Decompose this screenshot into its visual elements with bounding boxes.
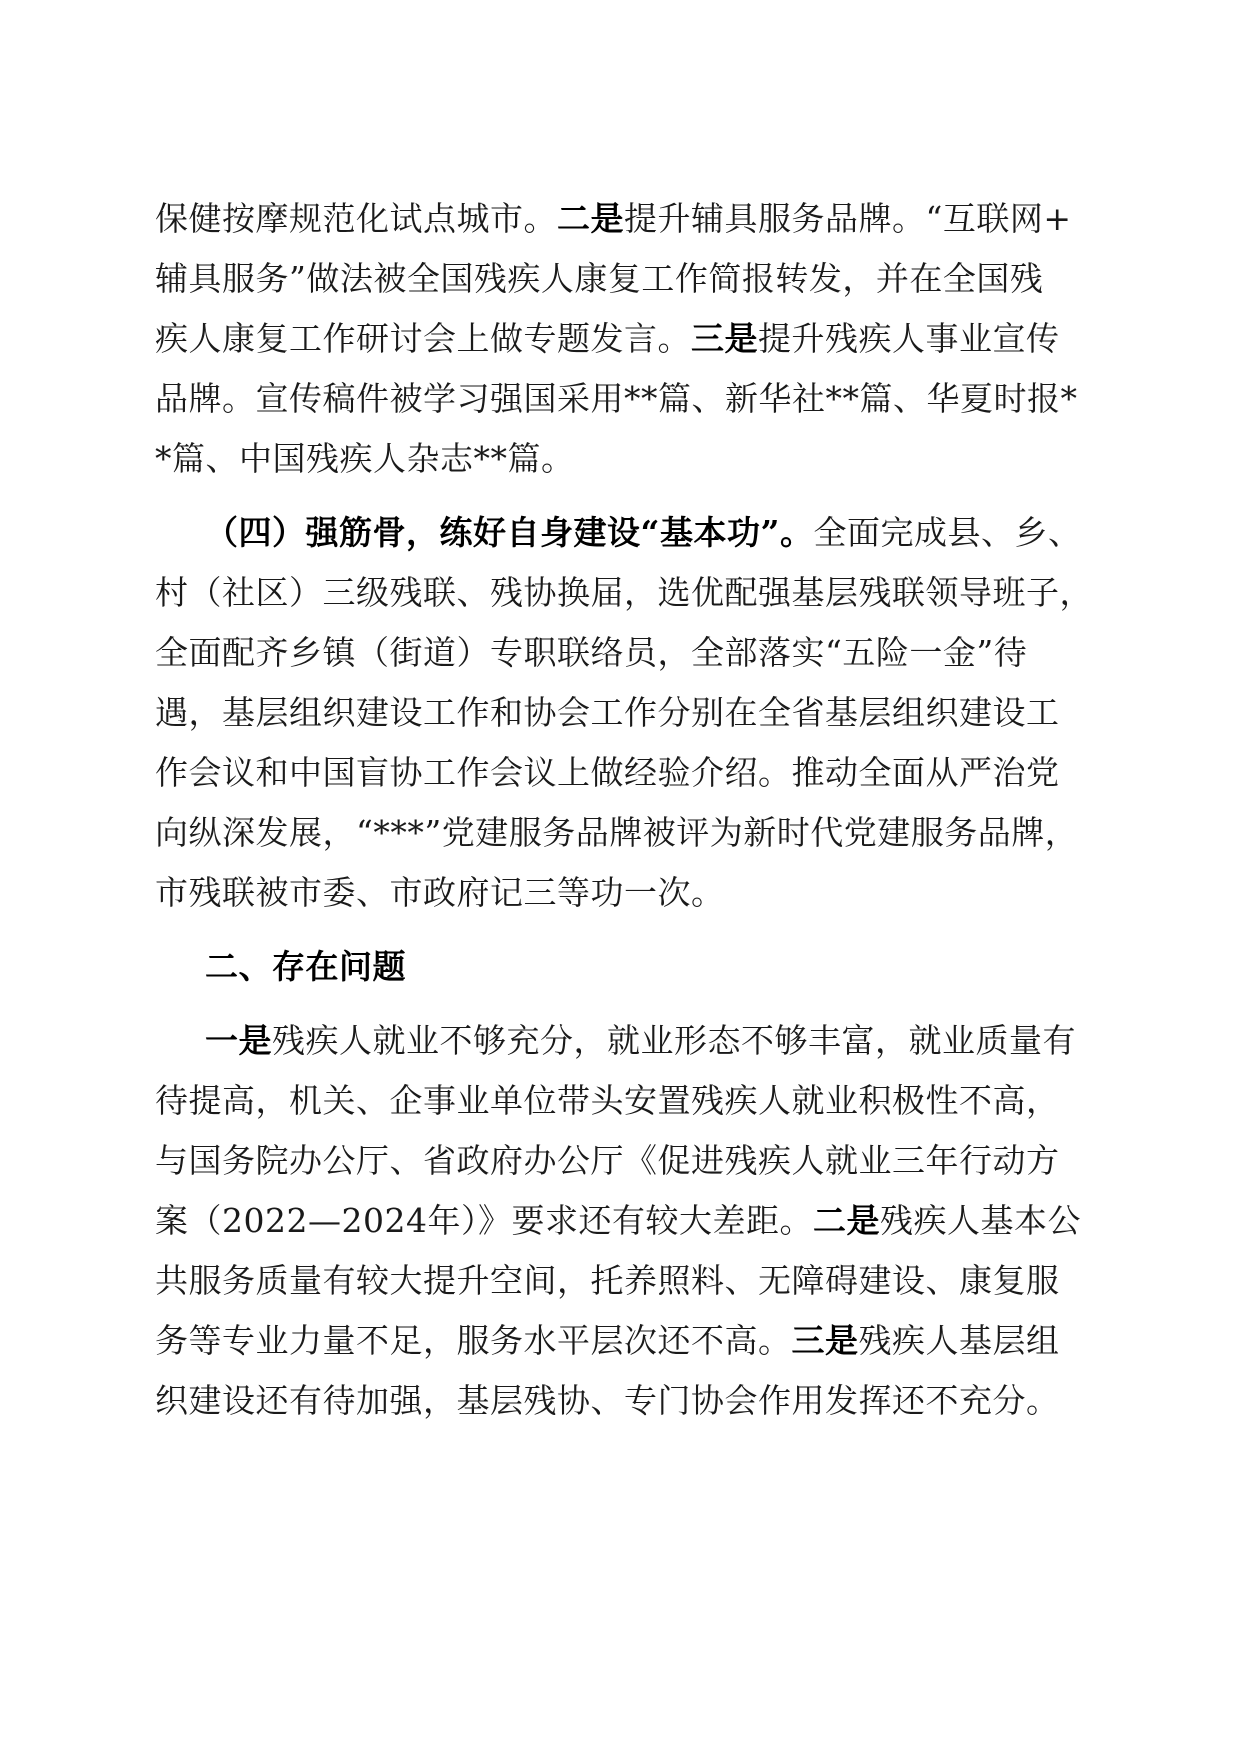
text-span: 织建设还有待加强，基层残协、专门协会作用发挥还不充分。 xyxy=(155,1381,1060,1420)
section-heading xyxy=(205,944,406,990)
bold-marker: 三是 xyxy=(691,319,758,358)
heading-text: 二、存在问题 xyxy=(205,947,406,986)
paragraph-line xyxy=(155,436,575,482)
paragraph-line xyxy=(155,1378,1060,1424)
text-span: 向纵深发展，“***”党建服务品牌被评为新时代党建服务品牌， xyxy=(155,813,1079,852)
paragraph-line xyxy=(205,1018,1076,1064)
paragraph-line xyxy=(155,1258,1060,1304)
text-span: 务等专业力量不足，服务水平层次还不高。 xyxy=(155,1321,792,1360)
text-span: 共服务质量有较大提升空间，托养照料、无障碍建设、康复服 xyxy=(155,1261,1060,1300)
paragraph-line xyxy=(155,316,1060,362)
paragraph-line xyxy=(205,510,1081,556)
section-heading: （四）强筋骨，练好自身建设“基本功”。 xyxy=(205,513,814,552)
paragraph-line xyxy=(155,1078,1060,1124)
text-span: 残疾人就业不够充分，就业形态不够丰富，就业质量有 xyxy=(272,1021,1076,1060)
text-span: 提升辅具服务品牌。“互联网+ xyxy=(624,199,1072,238)
paragraph-line xyxy=(155,870,725,916)
paragraph-line xyxy=(155,1138,1060,1184)
paragraph-line xyxy=(155,630,1027,676)
paragraph-line xyxy=(155,1318,1060,1364)
paragraph-line xyxy=(155,376,1078,422)
text-span: 品牌。宣传稿件被学习强国采用**篇、新华社**篇、华夏时报* xyxy=(155,379,1078,418)
text-span: 遇，基层组织建设工作和协会工作分别在全省基层组织建设工 xyxy=(155,693,1060,732)
text-span: 案（2022—2024年）》要求还有较大差距。 xyxy=(155,1201,813,1240)
paragraph-line xyxy=(155,196,1072,242)
paragraph-line xyxy=(155,256,1043,302)
text-span: 残疾人基层组 xyxy=(858,1321,1060,1360)
paragraph-line xyxy=(155,750,1060,796)
bold-marker: 二是 xyxy=(812,1201,880,1240)
text-span: 辅具服务”做法被全国残疾人康复工作简报转发，并在全国残 xyxy=(155,259,1044,298)
text-span: 村（社区）三级残联、残协换届，选优配强基层残联领导班子， xyxy=(155,573,1093,612)
text-span: 保健按摩规范化试点城市。 xyxy=(155,199,557,238)
paragraph-line xyxy=(155,1198,1081,1244)
text-span: 作会议和中国盲协工作会议上做经验介绍。推动全面从严治党 xyxy=(155,753,1060,792)
bold-marker: 一是 xyxy=(205,1021,272,1060)
text-span: 残疾人基本公 xyxy=(879,1201,1081,1240)
text-span: 全面配齐乡镇（街道）专职联络员，全部落实“五险一金”待 xyxy=(155,633,1028,672)
paragraph-line xyxy=(155,690,1060,736)
bold-marker: 三是 xyxy=(791,1321,859,1360)
paragraph-line xyxy=(155,810,1078,856)
text-span: 与国务院办公厅、省政府办公厅《促进残疾人就业三年行动方 xyxy=(155,1141,1060,1180)
text-span: 待提高，机关、企事业单位带头安置残疾人就业积极性不高， xyxy=(155,1081,1060,1120)
paragraph-line xyxy=(155,570,1093,616)
text-span: 全面完成县、乡、 xyxy=(813,513,1082,552)
text-span: *篇、中国残疾人杂志**篇。 xyxy=(155,439,575,478)
text-span: 提升残疾人事业宣传 xyxy=(758,319,1060,358)
text-span: 疾人康复工作研讨会上做专题发言。 xyxy=(155,319,691,358)
bold-marker: 二是 xyxy=(557,199,624,238)
text-span: 市残联被市委、市政府记三等功一次。 xyxy=(155,873,725,912)
